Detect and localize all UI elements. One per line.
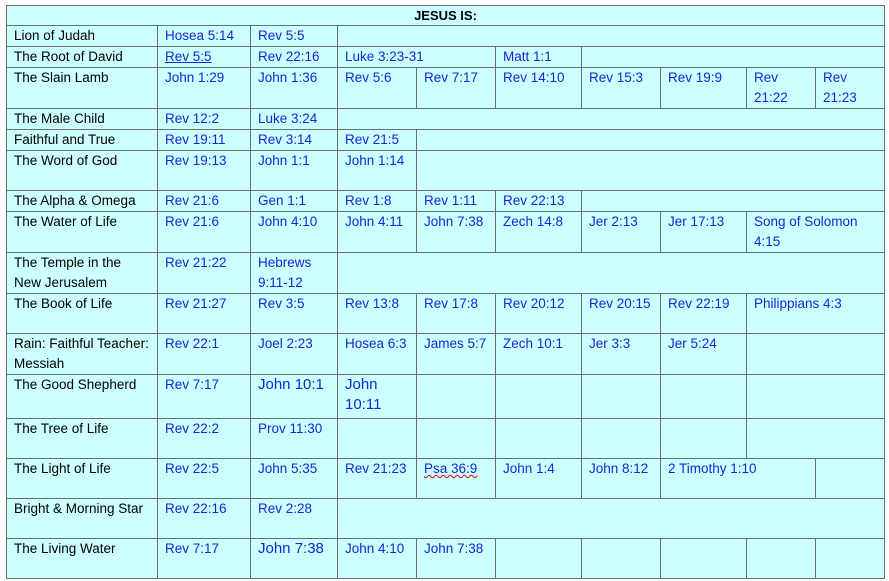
reference-cell: Joel 2:23	[251, 334, 338, 375]
reference-cell: Rev 19:9	[661, 68, 747, 109]
reference-cell: Rev 3:14	[251, 130, 338, 151]
reference-cell: Rev 15:3	[582, 68, 661, 109]
reference-cell: Rev 22:16	[158, 499, 251, 539]
reference-cell: Jer 17:13	[661, 212, 747, 253]
reference-cell: Rev 21:6	[158, 191, 251, 212]
reference-cell: John 1:4	[496, 459, 582, 499]
reference-cell: Rev 22:2	[158, 419, 251, 459]
reference-cell: Rev 19:11	[158, 130, 251, 151]
empty-cell	[816, 459, 885, 499]
reference-cell: Rev 1:8	[338, 191, 417, 212]
reference-cell: John 10:11	[338, 375, 417, 419]
empty-cell	[338, 109, 885, 130]
title-name-cell: The Root of David	[7, 47, 158, 68]
empty-cell	[417, 375, 496, 419]
reference-cell: Jer 3:3	[582, 334, 661, 375]
empty-cell	[816, 539, 885, 579]
reference-cell: John 1:14	[338, 151, 417, 191]
reference-cell: Rev 22:16	[251, 47, 338, 68]
reference-cell: Rev 13:8	[338, 294, 417, 334]
reference-cell: John 7:38	[417, 539, 496, 579]
reference-cell: Rev 21:22	[158, 253, 251, 294]
reference-cell: John 1:36	[251, 68, 338, 109]
reference-cell: Prov 11:30	[251, 419, 338, 459]
empty-cell	[338, 419, 417, 459]
title-name-cell: The Book of Life	[7, 294, 158, 334]
reference-cell: James 5:7	[417, 334, 496, 375]
title-name-cell: The Water of Life	[7, 212, 158, 253]
empty-cell	[338, 26, 885, 47]
table-title: JESUS IS:	[7, 6, 885, 26]
empty-cell	[582, 419, 661, 459]
reference-link-cell[interactable]: Rev 5:5	[158, 47, 251, 68]
empty-cell	[582, 539, 661, 579]
empty-cell	[496, 539, 582, 579]
reference-cell: Song of Solomon 4:15	[747, 212, 885, 253]
reference-cell: Rev 5:6	[338, 68, 417, 109]
reference-cell: Rev 19:13	[158, 151, 251, 191]
reference-cell: Rev 12:2	[158, 109, 251, 130]
title-name-cell: The Word of God	[7, 151, 158, 191]
table-row	[7, 47, 885, 68]
table-row	[7, 294, 885, 334]
empty-cell	[747, 419, 885, 459]
reference-cell: Luke 3:24	[251, 109, 338, 130]
title-name-cell: The Living Water	[7, 539, 158, 579]
empty-cell	[417, 151, 885, 191]
reference-cell: Philippians 4:3	[747, 294, 885, 334]
reference-cell: John 5:35	[251, 459, 338, 499]
reference-cell: Hebrews 9:11-12	[251, 253, 338, 294]
reference-cell: John 8:12	[582, 459, 661, 499]
reference-cell: Rev 2:28	[251, 499, 338, 539]
title-name-cell: The Alpha & Omega	[7, 191, 158, 212]
reference-cell: Rev 21:23	[338, 459, 417, 499]
table-row	[7, 499, 885, 539]
reference-cell: Jer 2:13	[582, 212, 661, 253]
empty-cell	[417, 419, 496, 459]
empty-cell	[417, 130, 885, 151]
reference-cell: Luke 3:23-31	[338, 47, 496, 68]
reference-cell	[417, 459, 496, 499]
table-row	[7, 459, 885, 499]
title-row	[7, 6, 885, 26]
reference-cell: Rev 21:22	[747, 68, 816, 109]
reference-cell: Rev 20:12	[496, 294, 582, 334]
reference-cell: John 7:38	[251, 539, 338, 579]
reference-cell: John 10:1	[251, 375, 338, 419]
empty-cell	[582, 375, 661, 419]
title-name-cell: Faithful and True	[7, 130, 158, 151]
reference-cell: Rev 7:17	[158, 375, 251, 419]
title-name-cell: The Male Child	[7, 109, 158, 130]
empty-cell	[661, 375, 747, 419]
empty-cell	[747, 375, 885, 419]
empty-cell	[582, 191, 885, 212]
table-row	[7, 253, 885, 294]
reference-cell: Matt 1:1	[496, 47, 582, 68]
reference-cell: Rev 3:5	[251, 294, 338, 334]
document-page	[6, 5, 885, 579]
reference-cell: Rev 21:23	[816, 68, 885, 109]
reference-cell: John 1:29	[158, 68, 251, 109]
empty-cell	[747, 334, 885, 375]
title-name-cell: Bright & Morning Star	[7, 499, 158, 539]
jesus-is-table	[6, 5, 885, 579]
reference-cell: Jer 5:24	[661, 334, 747, 375]
empty-cell	[338, 253, 885, 294]
empty-cell	[496, 419, 582, 459]
reference-cell: Rev 5:5	[251, 26, 338, 47]
empty-cell	[496, 375, 582, 419]
reference-cell: John 4:11	[338, 212, 417, 253]
title-name-cell: Rain: Faithful Teacher: Messiah	[7, 334, 158, 375]
table-row	[7, 68, 885, 109]
reference-cell: Zech 10:1	[496, 334, 582, 375]
reference-cell: Hosea 6:3	[338, 334, 417, 375]
reference-cell: Rev 7:17	[417, 68, 496, 109]
empty-cell	[747, 539, 816, 579]
empty-cell	[582, 47, 885, 68]
reference-cell: Rev 21:6	[158, 212, 251, 253]
reference-cell: John 7:38	[417, 212, 496, 253]
empty-cell	[338, 499, 885, 539]
reference-cell: John 4:10	[251, 212, 338, 253]
reference-cell: Rev 14:10	[496, 68, 582, 109]
title-name-cell: The Light of Life	[7, 459, 158, 499]
empty-cell	[661, 539, 747, 579]
reference-cell: Rev 1:11	[417, 191, 496, 212]
reference-cell: Gen 1:1	[251, 191, 338, 212]
title-name-cell: The Slain Lamb	[7, 68, 158, 109]
reference-cell: Zech 14:8	[496, 212, 582, 253]
title-name-cell: Lion of Judah	[7, 26, 158, 47]
reference-cell: Hosea 5:14	[158, 26, 251, 47]
title-name-cell: The Tree of Life	[7, 419, 158, 459]
table-row	[7, 26, 885, 47]
reference-cell: Rev 17:8	[417, 294, 496, 334]
table-row	[7, 539, 885, 579]
table-row	[7, 151, 885, 191]
reference-cell: Rev 21:27	[158, 294, 251, 334]
reference-cell: Rev 21:5	[338, 130, 417, 151]
table-row	[7, 375, 885, 419]
reference-cell: John 1:1	[251, 151, 338, 191]
reference-cell: Rev 22:13	[496, 191, 582, 212]
reference-cell: John 4:10	[338, 539, 417, 579]
table-row	[7, 130, 885, 151]
table-row	[7, 191, 885, 212]
title-name-cell: The Good Shepherd	[7, 375, 158, 419]
reference-cell: Rev 20:15	[582, 294, 661, 334]
reference-cell: Rev 22:5	[158, 459, 251, 499]
spellcheck-flagged-text: Psa 36:9	[424, 461, 478, 476]
table-row	[7, 419, 885, 459]
title-name-cell: The Temple in the New Jerusalem	[7, 253, 158, 294]
reference-cell: Rev 7:17	[158, 539, 251, 579]
table-row	[7, 334, 885, 375]
reference-cell: Rev 22:19	[661, 294, 747, 334]
table-row	[7, 109, 885, 130]
empty-cell	[661, 419, 747, 459]
reference-cell: Rev 22:1	[158, 334, 251, 375]
table-row	[7, 212, 885, 253]
reference-cell: 2 Timothy 1:10	[661, 459, 816, 499]
